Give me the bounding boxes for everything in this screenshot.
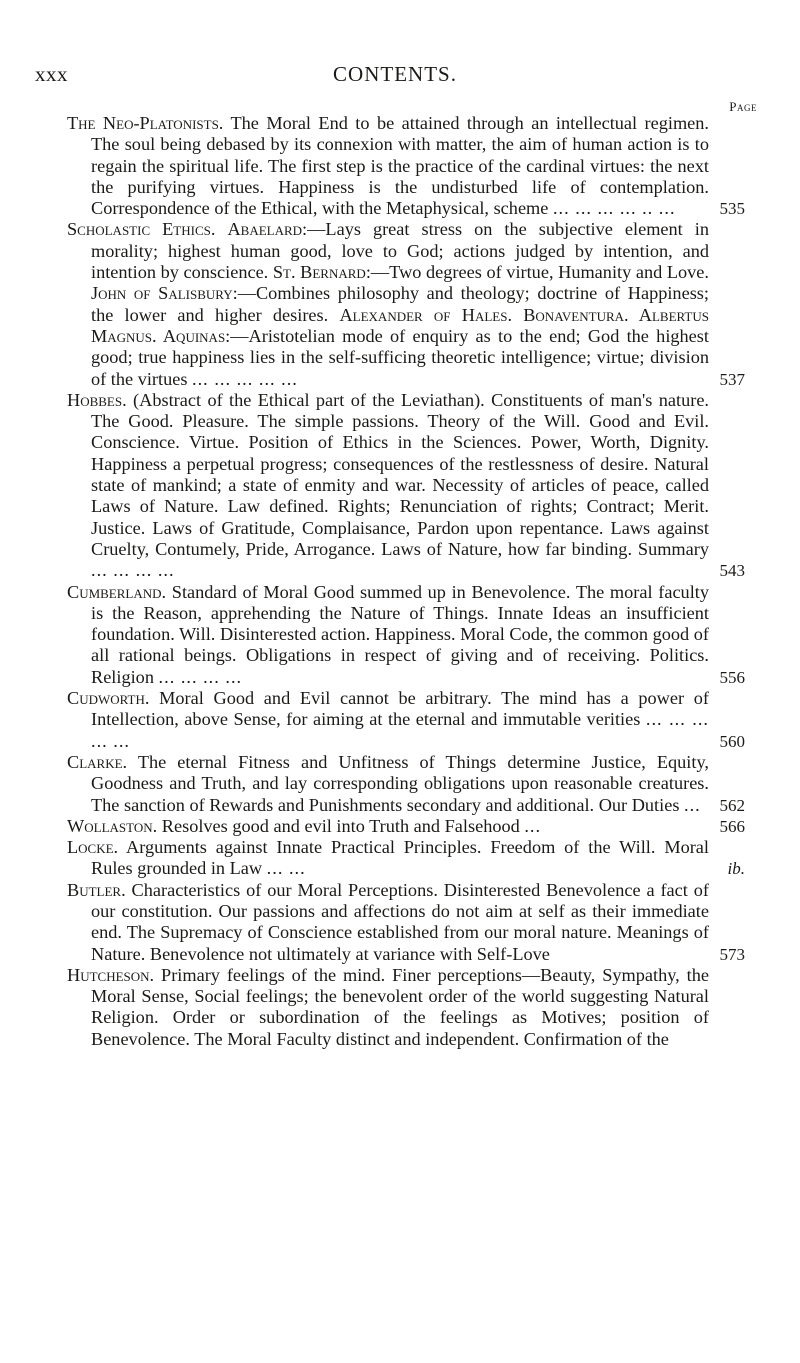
entry-name-john-of-salisbury: John of Salisbury [91,283,233,304]
entry-description-part: :—Combines philosophy and theology; doctrine of Happiness; the lower and higher desires. [91,283,709,325]
entry-description: (Abstract of the Ethical part of the Leviathan). Constituents of man's nature. The Good. Pleasure. The simple passions. Theory of the Will. Good and Evil. Conscience. Virtue. Position of Ethics in the Sciences. Power, Worth, Dignity. Happiness a perpetual progress; consequences of the restlessness of desire. Natural state of mankind; a state of enmity and war. Necessity of articles of peace, called Laws of Nature. Law defined. Rights; Renunciation of rights; Contract; Merit. Justice. Laws of Gratitude, Complaisance, Pardon upon repentance. Laws against Cruelty, Contumely, Pride, Arrogance. Laws of Nature, how far binding. Summary [91,389,709,559]
entry-heading: Scholastic Ethics. [67,219,216,240]
entry-description: Standard of Moral Good summed up in Benevolence. The moral faculty is the Reason, apprehending the Nature of Things. Innate Ideas an insufficient foundation. Will. Disinterested action. Happiness. Moral Code, the common good of all rational beings. Obligations in respect of giving and of receiving. Politics. Religion [91,581,709,687]
entry-description: The Moral End to be attained through an intellectual regimen. The soul being debased by its connexion with matter, the aim of human action is to regain the spiritual life. The first step is the practice of the cardinal virtues: the next the purifying virtues. Happiness is the undisturbed life of contemplation. Correspondence of the Ethical, with the Metaphysical, scheme [91,113,709,219]
contents-entry-cudworth [67,688,767,752]
entry-heading: Hobbes. [67,389,127,410]
entry-description: The eternal Fitness and Unfitness of Things determine Justice, Equity, Goodness and Truth, and lay corresponding obligations upon reasonable creatures. The sanction of Rewards and Punishments secondary and additional. Our Duties [91,751,709,815]
entry-description: Arguments against Innate Practical Principles. Freedom of the Will. Moral Rules grounded in Law [91,837,709,879]
running-head [35,62,755,86]
contents-list [67,113,767,1050]
entry-page-ref: 535 [719,199,745,219]
entry-page-ref: 566 [719,816,745,836]
entry-heading: Hutcheson. [67,964,155,985]
contents-entry-hobbes [67,390,767,582]
entry-heading: Butler. [67,879,126,900]
entry-page-ref: ib. [727,859,745,879]
dot-leader: ... [524,815,542,836]
dot-leader: ... ... ... ... [91,560,175,581]
entry-page-ref: 573 [719,944,745,964]
entry-description: Resolves good and evil into Truth and Falsehood [157,815,525,836]
contents-entry-clarke [67,752,767,816]
entry-description-part: :—Aristotelian mode of enquiry as to the end; God the highest good; true happiness lies in the self-sufficing theoretic intelligence; virtue; division of the virtues [91,325,709,389]
contents-entry-butler [67,880,767,965]
entry-description: Primary feelings of the mind. Finer perceptions—Beauty, Sympathy, the Moral Sense, Social feelings; the benevolent order of the world suggesting Natural Religion. Order or subordination of the feelings as Motives; position of Benevolence. The Moral Faculty distinct and independent. Confirmation of the [91,964,709,1049]
dot-leader: ... ... ... ... .. ... [552,198,676,219]
entry-heading: Locke. [67,837,119,858]
entry-name-schoolmen: Alexander of Hales. Bonaventura. Albertus Magnus. Aquinas [91,304,709,346]
contents-entry-neo-platonists [67,113,767,219]
entry-description: Moral Good and Evil cannot be arbitrary. The mind has a power of Intellection, above Sense, for aiming at the eternal and immutable verities [91,688,709,730]
page-number: xxx [35,62,68,86]
entry-heading: Wollaston. [67,815,158,836]
contents-entry-locke [67,837,767,880]
entry-page-ref: 537 [719,369,745,389]
page-column-label: Page [729,99,757,114]
entry-heading: Clarke. [67,751,128,772]
dot-leader: ... ... [266,858,306,879]
contents-entry-wollaston [67,816,767,837]
entry-page-ref: 560 [719,731,745,751]
contents-entry-scholastic-ethics [67,219,767,389]
entry-name-st-bernard: St. Bernard [272,262,366,283]
page-title: CONTENTS. [333,62,457,86]
entry-heading: Cumberland. [67,581,167,602]
entry-page-ref: 543 [719,561,745,581]
entry-heading: Cudworth. [67,688,150,709]
entry-description-part: :—Lays great stress on the subjective element in morality; highest human good, love to God; actions judged by intention, and intention by conscience. [91,219,709,283]
entry-description-part: :—Two degrees of virtue, Humanity and Love. [365,262,709,283]
dot-leader: ... [684,794,701,815]
entry-name-abaelard: Abaelard [227,219,303,240]
entry-page-ref: 556 [719,667,745,687]
contents-entry-cumberland [67,582,767,688]
entry-description-part [215,219,227,239]
entry-heading: The Neo-Platonists. [67,113,224,133]
entry-description: Characteristics of our Moral Perceptions. Disinterested Benevolence a fact of our constitution. Our passions and affections do not aim at self as their immediate end. The Supremacy of Conscience established from our moral nature. Meanings of Nature. Benevolence not ultimately at variance with Self-Love [91,879,709,964]
dot-leader: ... ... ... ... [158,666,243,687]
dot-leader: ... ... ... ... ... [192,368,298,389]
entry-page-ref: 562 [719,795,745,815]
dot-leader: ... ... ... ... ... [91,709,709,751]
contents-entry-hutcheson [67,965,767,1050]
